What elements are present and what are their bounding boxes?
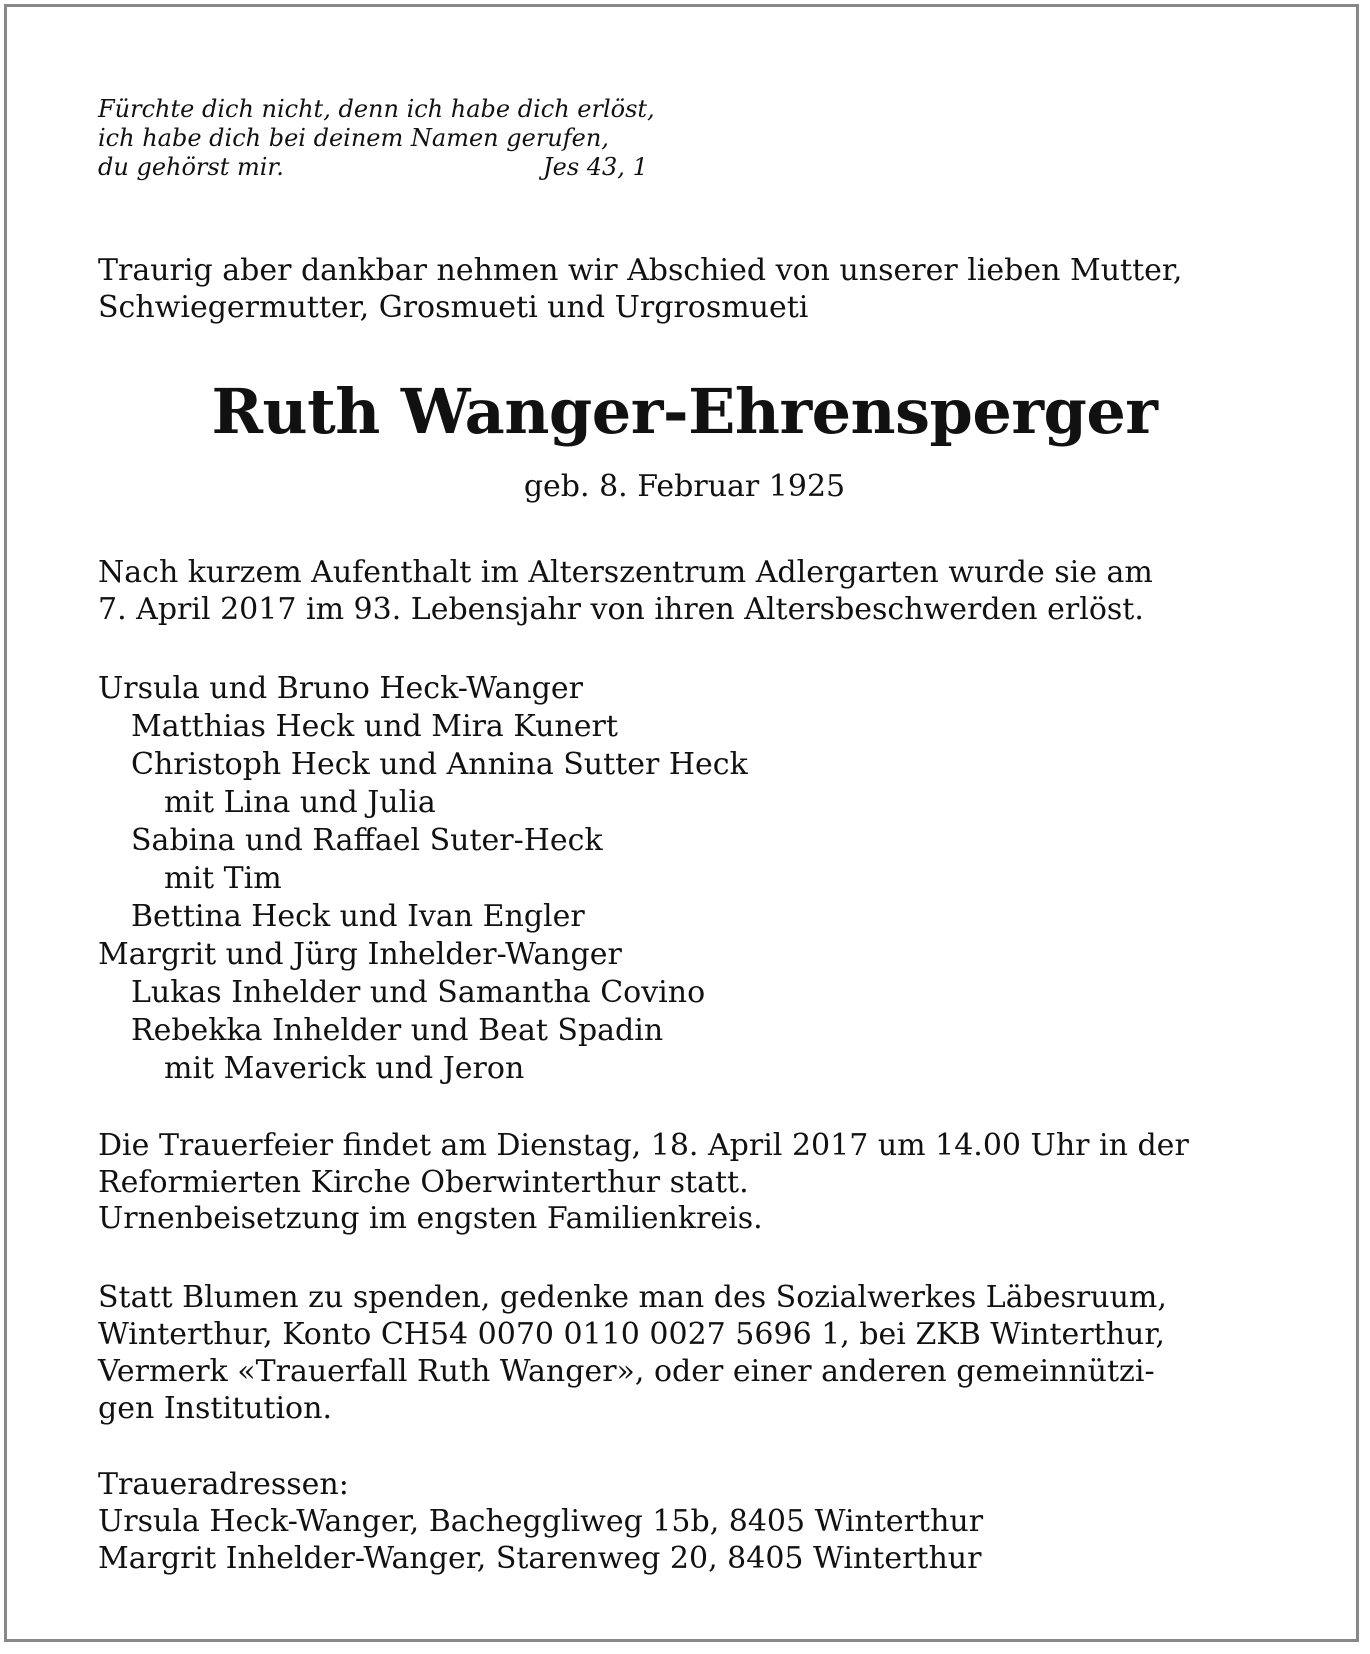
funeral-line: Reformierten Kirche Oberwinterthur statt. (98, 1164, 749, 1200)
verse-reference: Jes 43, 1 (543, 153, 648, 181)
donation-info (98, 1279, 1258, 1427)
verse-line: du gehörst mir. (98, 153, 284, 181)
family-member: mit Tim (164, 861, 282, 896)
verse-line: Fürchte dich nicht, denn ich habe dich erlöst, (98, 95, 655, 123)
funeral-line: Die Trauerfeier findet am Dienstag, 18. April 2017 um 14.00 Uhr in der (98, 1128, 1189, 1163)
family-member: Margrit und Jürg Inhelder-Wanger (98, 937, 622, 972)
mourning-addresses (98, 1466, 1258, 1577)
funeral-line: Urnenbeisetzung im engsten Familienkreis. (98, 1201, 763, 1236)
family-member: Sabina und Raffael Suter-Heck (131, 823, 603, 858)
intro-line: Traurig aber dankbar nehmen wir Abschied von unserer lieben Mutter, (98, 253, 1183, 288)
donation-line: Vermerk «Trauerfall Ruth Wanger», oder einer anderen gemeinnützi- (98, 1354, 1155, 1389)
donation-line: Winterthur, Konto CH54 0070 0110 0027 5696 1, bei ZKB Winterthur, (98, 1317, 1165, 1352)
family-member: mit Lina und Julia (164, 785, 436, 820)
family-member: Ursula und Bruno Heck-Wanger (98, 671, 583, 706)
addresses-heading: Traueradressen: (98, 1467, 349, 1502)
donation-line: gen Institution. (98, 1391, 332, 1426)
family-member: Christoph Heck und Annina Sutter Heck (131, 747, 748, 782)
family-member: Matthias Heck und Mira Kunert (131, 709, 618, 744)
family-member: Lukas Inhelder und Samantha Covino (131, 975, 706, 1010)
family-member: mit Maverick und Jeron (164, 1051, 525, 1086)
death-notice-line: 7. April 2017 im 93. Lebensjahr von ihren Altersbeschwerden erlöst. (98, 591, 1144, 627)
donation-line: Statt Blumen zu spenden, gedenke man des Sozialwerkes Läbesruum, (98, 1280, 1167, 1315)
address-line: Ursula Heck-Wanger, Bacheggliweg 15b, 8405 Winterthur (98, 1504, 984, 1539)
death-notice-line: Nach kurzem Aufenthalt im Alterszentrum Adlergarten wurde sie am (98, 555, 1153, 590)
address-line: Margrit Inhelder-Wanger, Starenweg 20, 8405 Winterthur (98, 1541, 982, 1576)
birth-date: geb. 8. Februar 1925 (523, 469, 846, 504)
family-member: Bettina Heck und Ivan Engler (131, 899, 585, 934)
bible-verse (98, 95, 658, 182)
death-notice (98, 555, 1258, 628)
funeral-info (98, 1128, 1258, 1238)
verse-line: ich habe dich bei deinem Namen gerufen, (98, 124, 609, 152)
notice-frame (4, 4, 1359, 1642)
family-list (98, 670, 1258, 1088)
intro-line: Schwiegermutter, Grosmueti und Urgrosmueti (98, 289, 809, 325)
intro-text (98, 253, 1258, 326)
family-member: Rebekka Inhelder und Beat Spadin (131, 1013, 664, 1048)
deceased-name: Ruth Wanger-Ehrensperger (211, 375, 1158, 448)
